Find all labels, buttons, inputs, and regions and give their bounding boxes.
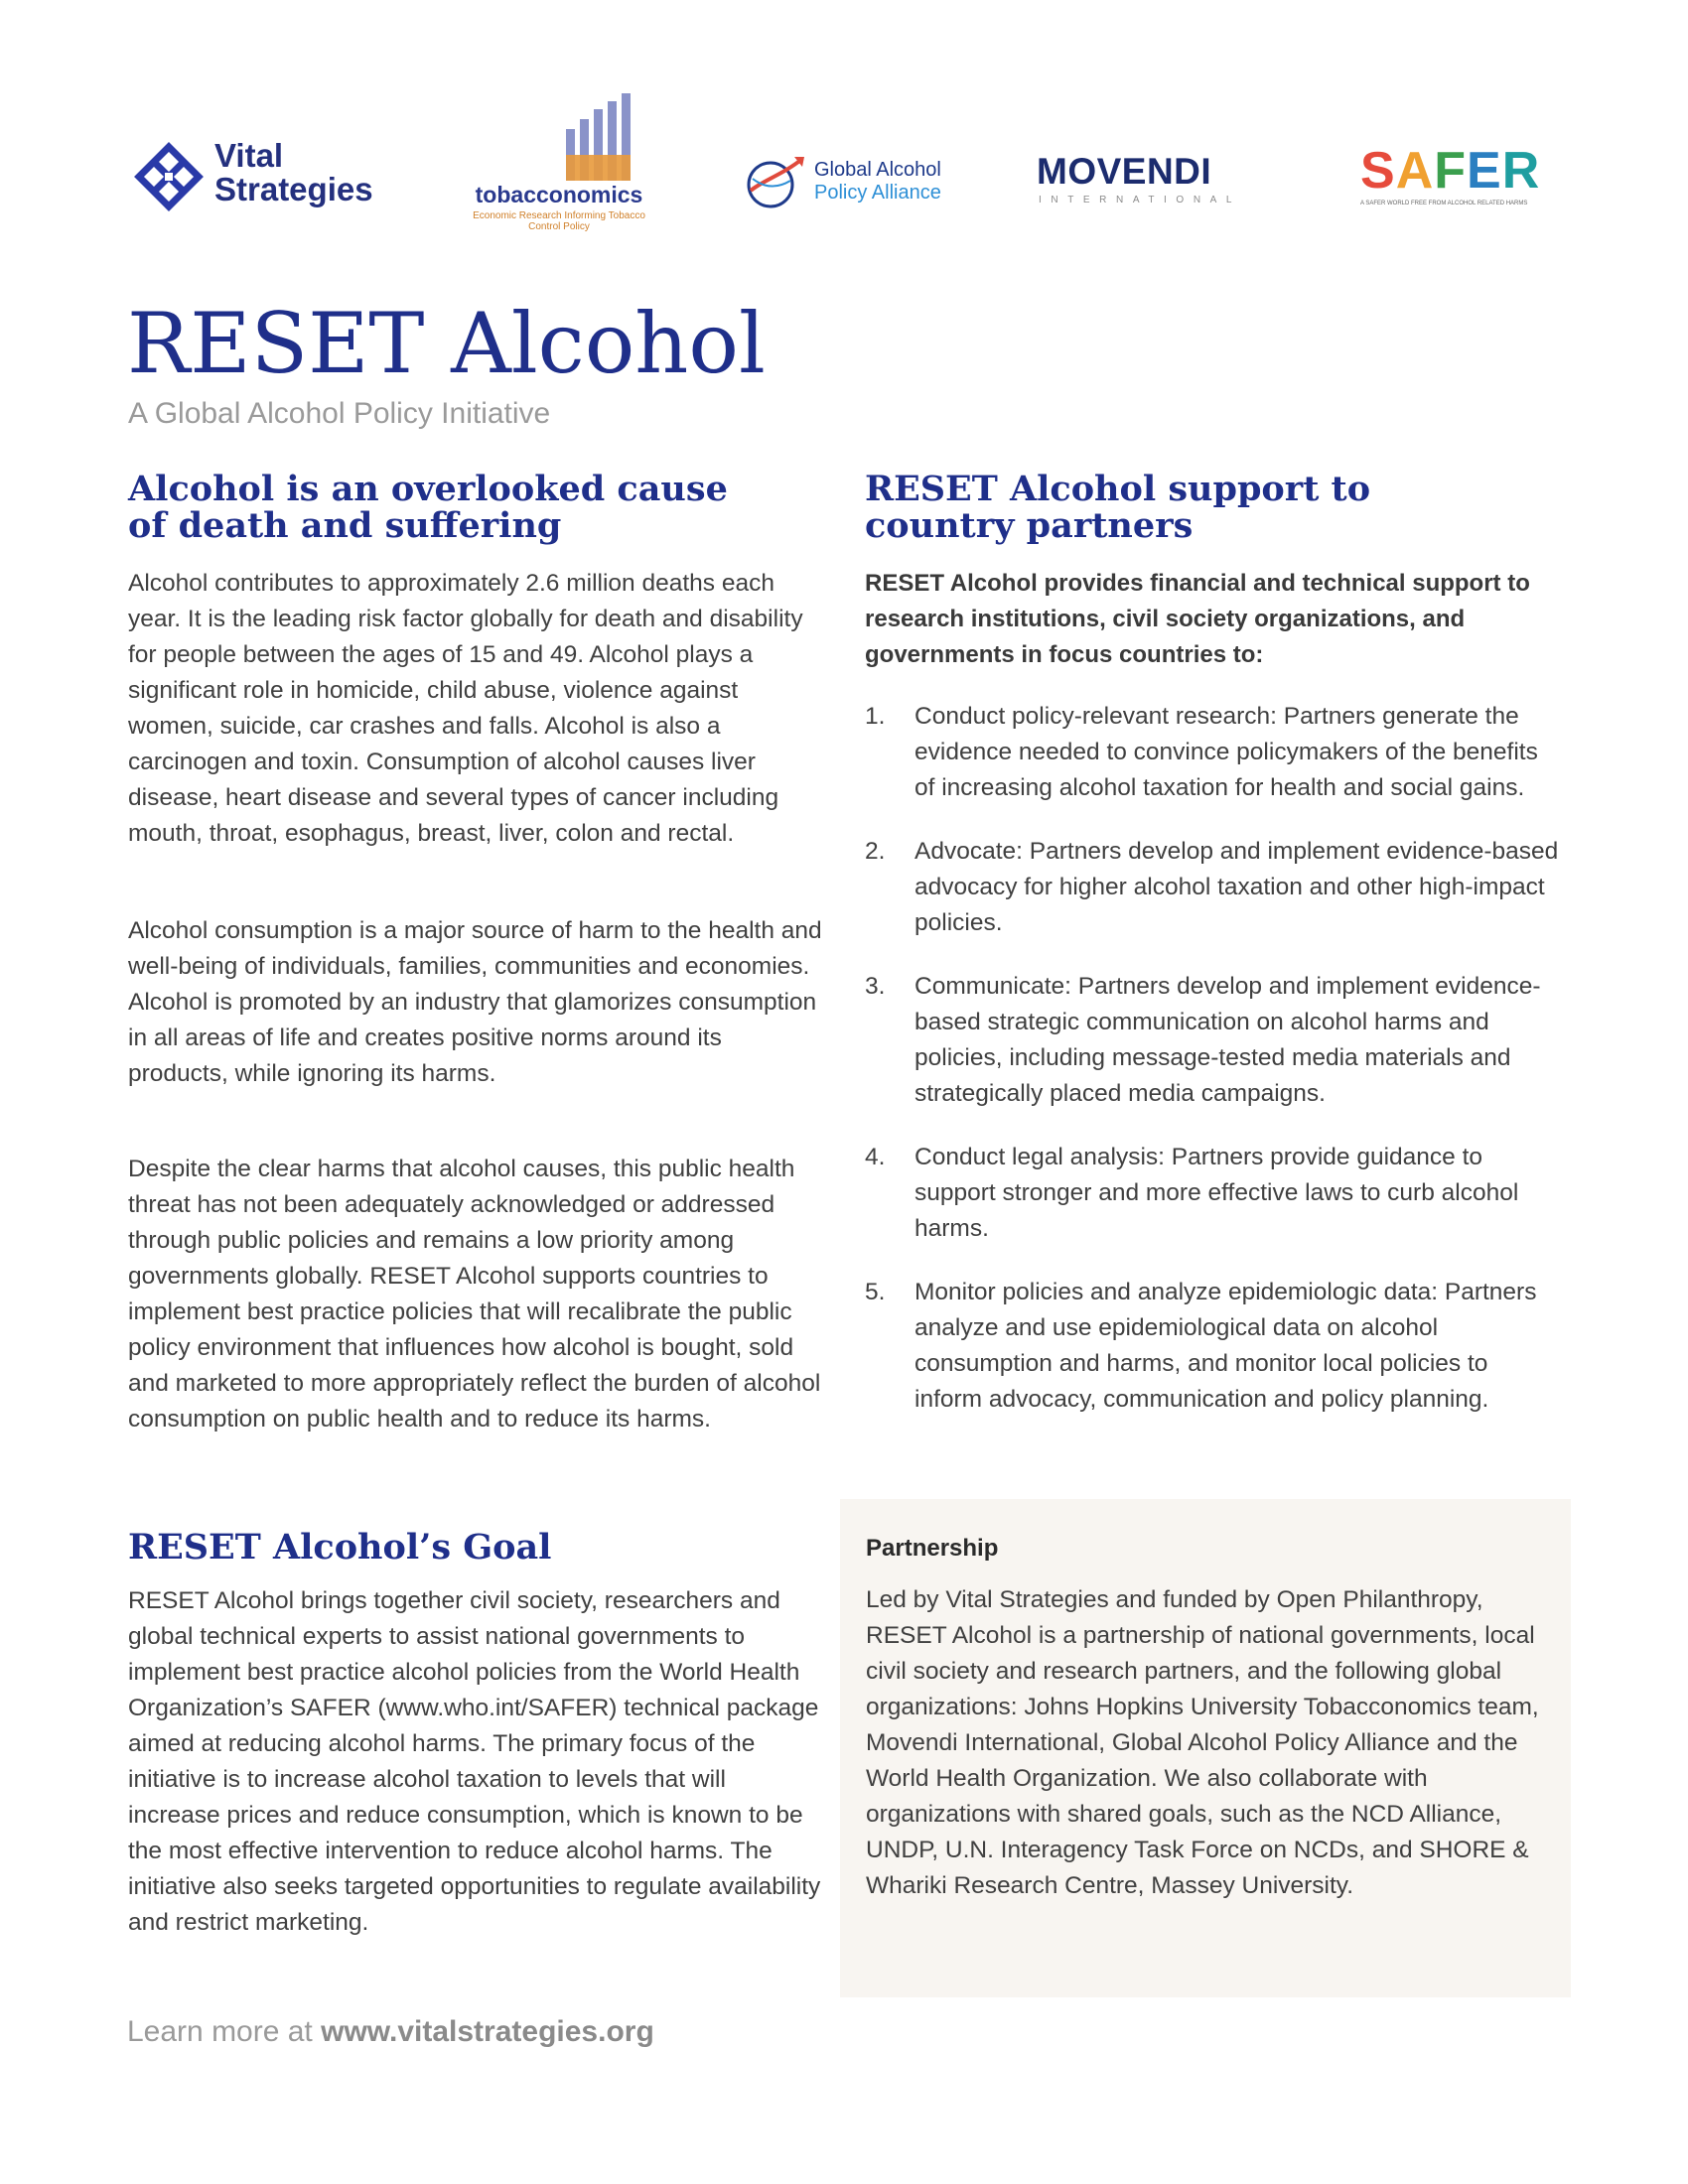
partnership-heading: Partnership bbox=[866, 1535, 999, 1562]
vital-strategies-logo bbox=[131, 137, 373, 226]
list-text: Communicate: Partners develop and implement evidence-based strategic communication on alcohol harms and policies, including message-tested media materials and strategically placed media campaigns. bbox=[914, 973, 1541, 1107]
paragraph-goal: RESET Alcohol brings together civil society, researchers and global technical experts to assist national governments to implement best practice alcohol policies from the World Health Organization’s SAFER (www.who.int/SAFER) technical package aimed at reducing alcohol harms. The primary focus of the initiative is to increase alcohol taxation to levels that will increase prices and reduce consumption, which is known to be the most effective intervention to reduce alcohol harms. The initiative also seeks targeted opportunities to regulate availability and restrict marketing. bbox=[128, 1587, 821, 1936]
globe-icon bbox=[743, 151, 808, 210]
paragraph-harm-source: Alcohol consumption is a major source of harm to the health and well-being of individuals, families, communities and economies. Alcohol is promoted by an industry that glamorizes consumption in all areas of life and creates positive norms around its products, while ignoring its harms. bbox=[128, 917, 822, 1087]
section-heading-goal: RESET Alcohol’s Goal bbox=[128, 1527, 552, 1568]
partner-logos bbox=[0, 79, 1688, 238]
paragraph-deaths: Alcohol contributes to approximately 2.6 million deaths each year. It is the leading risk factor globally for death and disability for people between the ages of 15 and 49. Alcohol plays a significant role in homicide, child abuse, violence against women, suicide, car crashes and falls. Alcohol is also a carcinogen and toxin. Consumption of alcohol causes liver disease, heart disease and several types of cancer including mouth, throat, esophagus, breast, liver, colon and rectal. bbox=[128, 570, 803, 847]
list-item bbox=[865, 1275, 1560, 1418]
list-text: Conduct policy-relevant research: Partners generate the evidence needed to convince policymakers of the benefits of increasing alcohol taxation for health and social gains. bbox=[914, 703, 1538, 801]
section-heading-overlooked-cause: Alcohol is an overlooked cause of death and suffering bbox=[128, 469, 728, 546]
list-text: Advocate: Partners develop and implement evidence-based advocacy for higher alcohol taxation and other high-impact policies. bbox=[914, 838, 1559, 936]
bar-chart-icon bbox=[566, 89, 661, 181]
page-title: RESET Alcohol bbox=[127, 295, 766, 392]
partnership-text: Led by Vital Strategies and funded by Open Philanthropy, RESET Alcohol is a partnership of national governments, local civil society and research partners, and the following global organizations: Johns Hopkins University Tobacconomics team, Movendi International, Global Alcohol Policy Alliance and the World Health Organization. We also collaborate with organizations with shared goals, such as the NCD Alliance, UNDP, U.N. Interagency Task Force on NCDs, and SHORE & Whariki Research Centre, Massey University. bbox=[866, 1586, 1539, 1899]
movendi-sub: INTERNATIONAL bbox=[1039, 195, 1242, 205]
vital-strategies-line2: Strategies bbox=[214, 171, 373, 207]
list-item bbox=[865, 834, 1560, 941]
tobacconomics-tagline: Economic Research Informing Tobacco Control Policy bbox=[473, 210, 645, 232]
gapa-logo bbox=[743, 151, 961, 210]
paragraph-public-policy: Despite the clear harms that alcohol causes, this public health threat has not been adequately acknowledged or addressed through public policies and remains a low priority among governments globally. RESET Alcohol supports countries to implement best practice policies that will recalibrate the public policy environment that influences how alcohol is bought, sold and marketed to more appropriately reflect the burden of alcohol consumption on public health and to reduce its harms. bbox=[128, 1156, 821, 1433]
list-item bbox=[865, 1140, 1560, 1247]
support-list bbox=[865, 699, 1560, 1445]
gapa-line2: Policy Alliance bbox=[814, 182, 941, 204]
footer bbox=[127, 2015, 654, 2049]
vital-strategies-mark-icon bbox=[131, 139, 207, 214]
list-number: 2. bbox=[865, 838, 886, 865]
tobacconomics-name: tobacconomics bbox=[475, 182, 643, 207]
section-heading-country-support: RESET Alcohol support to country partners bbox=[865, 469, 1371, 546]
list-number: 4. bbox=[865, 1144, 886, 1170]
partnership-box bbox=[840, 1499, 1571, 1997]
list-number: 3. bbox=[865, 973, 886, 1000]
vital-strategies-line1: Vital bbox=[214, 137, 284, 174]
safer-logo bbox=[1360, 143, 1549, 212]
safer-tagline: A SAFER WORLD FREE FROM ALCOHOL RELATED HARMS bbox=[1360, 201, 1528, 206]
movendi-name: MOVENDI bbox=[1037, 151, 1212, 192]
safer-name: SAFER bbox=[1360, 142, 1541, 200]
list-text: Conduct legal analysis: Partners provide guidance to support stronger and more effective laws to curb alcohol harms. bbox=[914, 1144, 1519, 1242]
footer-link[interactable]: www.vitalstrategies.org bbox=[321, 2015, 654, 2048]
list-number: 5. bbox=[865, 1279, 886, 1305]
gapa-line1: Global Alcohol bbox=[814, 159, 941, 181]
movendi-logo bbox=[1037, 151, 1245, 210]
support-intro: RESET Alcohol provides financial and technical support to research institutions, civil society organizations, and governments in focus countries to: bbox=[865, 570, 1530, 668]
list-item bbox=[865, 699, 1560, 806]
footer-prefix: Learn more at bbox=[127, 2015, 322, 2048]
list-text: Monitor policies and analyze epidemiologic data: Partners analyze and use epidemiological data on alcohol consumption and harms, and monitor local policies to inform advocacy, communication and policy planning. bbox=[914, 1279, 1537, 1413]
tobacconomics-logo bbox=[471, 89, 649, 238]
list-number: 1. bbox=[865, 703, 886, 730]
page-subtitle: A Global Alcohol Policy Initiative bbox=[128, 397, 551, 430]
list-item bbox=[865, 969, 1560, 1112]
